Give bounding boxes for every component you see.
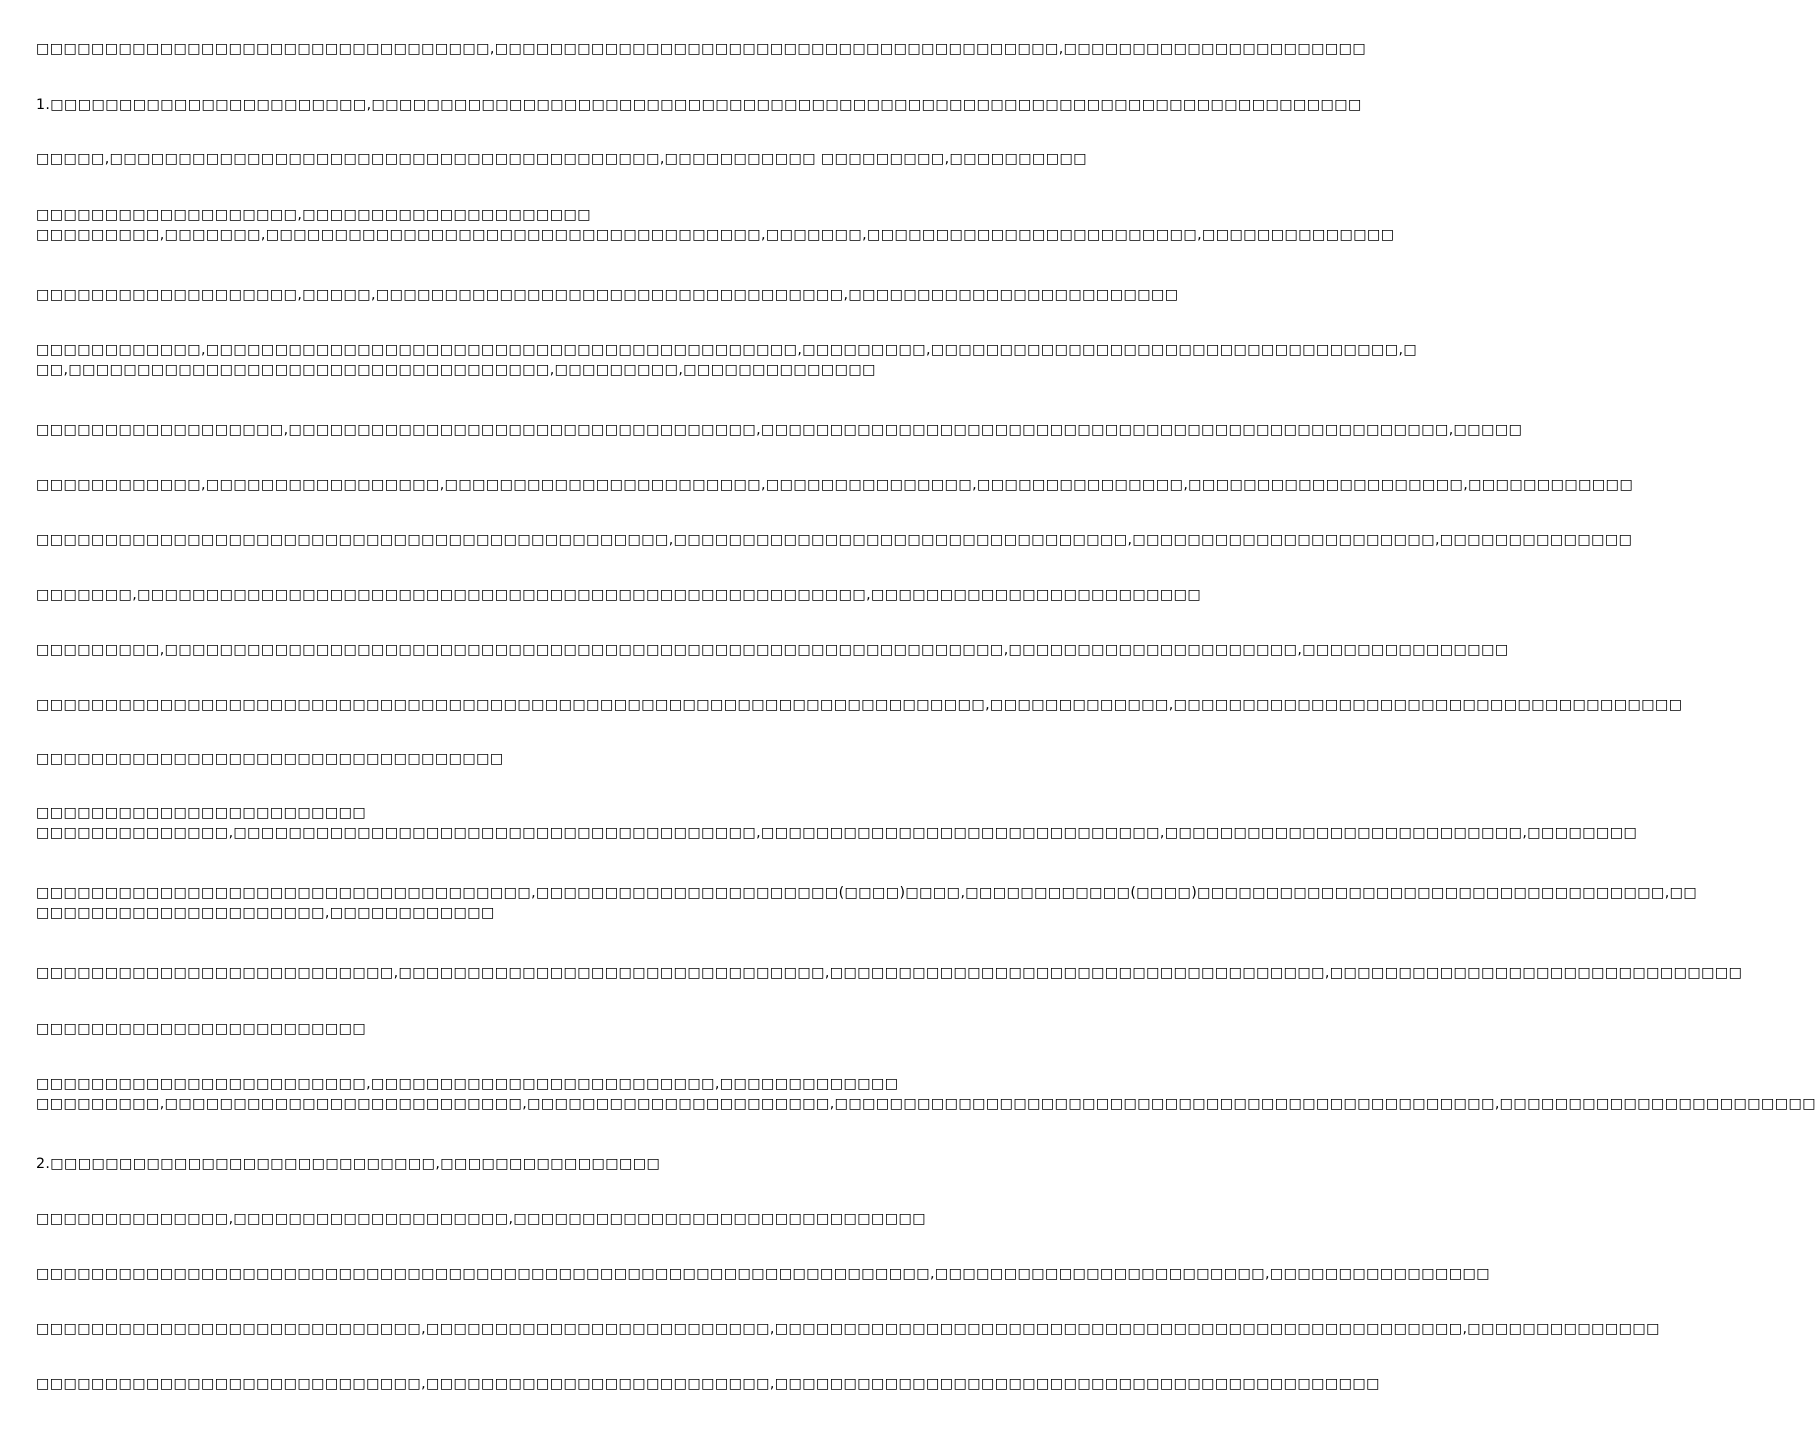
text-line: □□□□□□□□□□□□,□□□□□□□□□□□□□□□□□□□□□□□□□□□□□□□□□□□□□□□□□□□,□□□□□□□□□,□□□□□□□□□□□□□□□□□□□□□□□□□□□□□□□□□□,□	[36, 342, 1418, 358]
text-line: □□□□□□□,□□□□□□□□□□□□□□□□□□□□□□□□□□□□□□□□□□□□□□□□□□□□□□□□□□□□□,□□□□□□□□□□□□□□□□□□□□□□□□	[36, 587, 1202, 603]
text-line: □□□□□□□□□□□□□□□□□□□□□□□□,□□□□□□□□□□□□□□□□□□□□□□□□□,□□□□□□□□□□□□□	[36, 1076, 899, 1092]
text-line: □□□□□□□□□□□□□□□□□□□□□□□□□□□□□□□□□,□□□□□□□□□□□□□□□□□□□□□□□□□□□□□□□□□□□□□□□□□,□□□□□□□□□□□□□□□□□□□□□□	[36, 41, 1367, 57]
text-line: □□□□□□□□□,□□□□□□□□□□□□□□□□□□□□□□□□□□□□□□□□□□□□□□□□□□□□□□□□□□□□□□□□□□□□□,□□□□□□□□□□□□□□□□□□□□□,□□□□□□□□□□□□□□□	[36, 642, 1509, 658]
text-line: □□□□□,□□□□□□□□□□□□□□□□□□□□□□□□□□□□□□□□□□□□□□□□,□□□□□□□□□□□ □□□□□□□□□,□□□□□□□□□□	[36, 151, 1088, 167]
text-line: 2.□□□□□□□□□□□□□□□□□□□□□□□□□□□□,□□□□□□□□□□□□□□□□	[36, 1156, 661, 1172]
text-line: 1.□□□□□□□□□□□□□□□□□□□□□□□,□□□□□□□□□□□□□□□□□□□□□□□□□□□□□□□□□□□□□□□□□□□□□□□□□□□□□□□□□□□□□□□□□□□□□□□□	[36, 97, 1362, 113]
text-line: □□□□□□□□□□□□□□,□□□□□□□□□□□□□□□□□□□□□□□□□□□□□□□□□□□□□□,□□□□□□□□□□□□□□□□□□□□□□□□□□□□□,□□□□□□□□□□□□□□□□□□□□□□□□□□,□□□□□□□□	[36, 825, 1638, 841]
text-line: □□□□□□□□□□□□,□□□□□□□□□□□□□□□□□,□□□□□□□□□□□□□□□□□□□□□□□,□□□□□□□□□□□□□□□,□□□□□□□□□□□□□□□,□□□□□□□□□□□□□□□□□□□□,□□□□□□□□□□□□	[36, 477, 1634, 493]
text-line: □□□□□□□□□□□□□□,□□□□□□□□□□□□□□□□□□□□,□□□□□□□□□□□□□□□□□□□□□□□□□□□□□□	[36, 1211, 927, 1227]
text-line: □□□□□□□□□□□□□□□□□□,□□□□□□□□□□□□□□□□□□□□□□□□□□□□□□□□□□,□□□□□□□□□□□□□□□□□□□□□□□□□□□□□□□□□□□□□□□□□□□□□□□□□□,□□□□□	[36, 422, 1523, 438]
text-line: □□□□□□□□□□□□□□□□□□□,□□□□□□□□□□□□□□□□□□□□□	[36, 207, 592, 223]
text-line: □□□□□□□□□□□□□□□□□□□□□□□□	[36, 1021, 367, 1037]
text-line: □□□□□□□□□□□□□□□□□□□□□□□□□□□□□□□□□□□□,□□□□□□□□□□□□□□□□□□□□□□(□□□□)□□□□,□□□□□□□□□□□□(□□□□)□□□□□□□□□□□□□□□□□□□□□□□□□□□□□□□□□□,□□	[36, 885, 1698, 901]
text-line: □□□□□□□□□□□□□□□□□□□□□□□□□□□□□□□□□□□□□□□□□□□□□□□□□□□□□□□□□□□□□□□□□,□□□□□□□□□□□□□□□□□□□□□□□□,□□□□□□□□□□□□□□□□	[36, 1266, 1490, 1282]
text-line: □□□□□□□□□□□□□□□□□□□□□□□□□□□□□□□□□□□□□□□□□□□□□□,□□□□□□□□□□□□□□□□□□□□□□□□□□□□□□□□□,□□□□□□□□□□□□□□□□□□□□□□,□□□□□□□□□□□□□□	[36, 532, 1633, 548]
text-line: □□□□□□□□□□□□□□□□□□□□□□□□□□,□□□□□□□□□□□□□□□□□□□□□□□□□□□□□□□,□□□□□□□□□□□□□□□□□□□□□□□□□□□□□□□□□□□□,□□□□□□□□□□□□□□□□□□□□□□□□□□□□□□	[36, 965, 1743, 981]
text-line: □□□□□□□□□□□□□□□□□□□,□□□□□,□□□□□□□□□□□□□□□□□□□□□□□□□□□□□□□□□□,□□□□□□□□□□□□□□□□□□□□□□□□	[36, 287, 1179, 303]
text-line: □□□□□□□□□□□□□□□□□□□□□,□□□□□□□□□□□□	[36, 905, 495, 921]
text-line: □□□□□□□□□,□□□□□□□□□□□□□□□□□□□□□□□□□□,□□□□□□□□□□□□□□□□□□□□□□,□□□□□□□□□□□□□□□□□□□□□□□□□□□□□□□□□□□□□□□□□□□□□□□□,□□□□□□□□□□□□□□□□□□□□□□□	[36, 1096, 1816, 1112]
text-line: □□□□□□□□□□□□□□□□□□□□□□□□□□□□,□□□□□□□□□□□□□□□□□□□□□□□□□,□□□□□□□□□□□□□□□□□□□□□□□□□□□□□□□□□□□□□□□□□□□□□□□□□□,□□□□□□□□□□□□□□	[36, 1321, 1660, 1337]
text-line: □□□□□□□□□□□□□□□□□□□□□□□□□□□□□□□□□□□□□□□□□□□□□□□□□□□□□□□□□□□□□□□□□□□□□,□□□□□□□□□□□□□,□□□□□□□□□□□□□□□□□□□□□□□□□□□□□□□□□□□□□	[36, 697, 1683, 713]
text-line: □□□□□□□□□,□□□□□□□,□□□□□□□□□□□□□□□□□□□□□□□□□□□□□□□□□□□□,□□□□□□□,□□□□□□□□□□□□□□□□□□□□□□□□,□□□□□□□□□□□□□□	[36, 227, 1395, 243]
text-line: □□□□□□□□□□□□□□□□□□□□□□□□□□□□,□□□□□□□□□□□□□□□□□□□□□□□□□,□□□□□□□□□□□□□□□□□□□□□□□□□□□□□□□□□□□□□□□□□□□□	[36, 1376, 1380, 1392]
text-line: □□□□□□□□□□□□□□□□□□□□□□□□	[36, 805, 367, 821]
text-line: □□□□□□□□□□□□□□□□□□□□□□□□□□□□□□□□□□	[36, 751, 504, 767]
text-line: □□,□□□□□□□□□□□□□□□□□□□□□□□□□□□□□□□□□□□,□□□□□□□□□,□□□□□□□□□□□□□□	[36, 362, 876, 378]
